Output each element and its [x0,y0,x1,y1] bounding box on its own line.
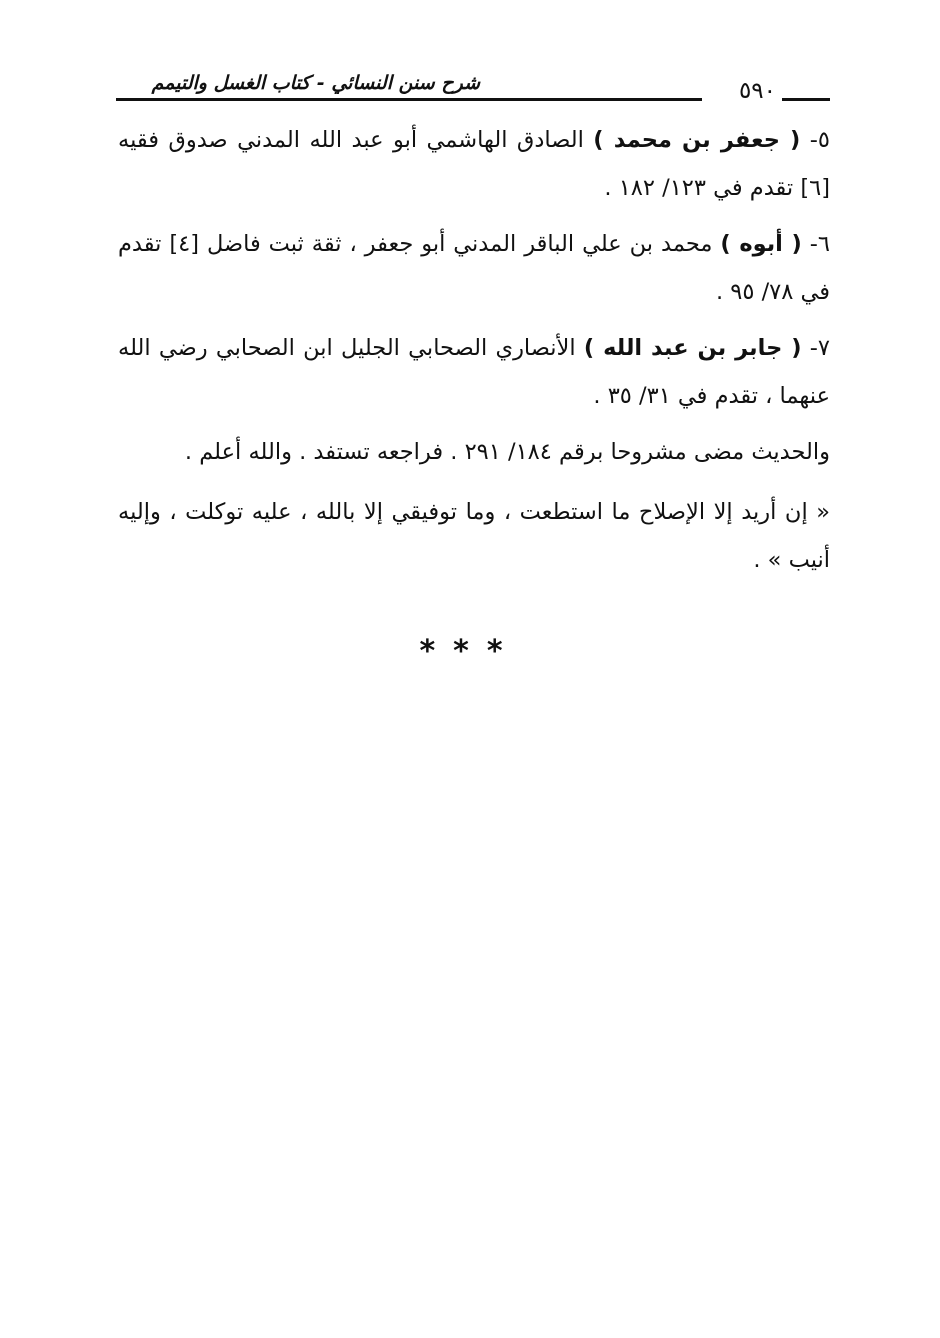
narrator-description: محمد بن علي الباقر المدني أبو جعفر ، ثقة ثبت فاضل [٤] تقدم في ٧٨/ ٩٥ . [118,231,830,305]
header-rule-short [782,98,830,101]
narrator-entry-6 [118,220,830,316]
narrator-name: ( أبوه ) [720,231,802,257]
narrator-name: ( جابر بن عبد الله ) [583,335,802,361]
narrator-entry-5 [118,116,830,212]
page-body [118,116,830,584]
narrator-description: الأنصاري الصحابي الجليل ابن الصحابي رضي الله عنهما ، تقدم في ٣١/ ٣٥ . [118,335,830,409]
running-title: شرح سنن النسائي - كتاب الغسل والتيمم [151,72,480,94]
closing-quote: « إن أريد إلا الإصلاح ما استطعت ، وما توفيقي إلا بالله ، عليه توكلت ، وإليه أنيب » . [118,499,830,573]
hadith-note: والحديث مضى مشروحا برقم ١٨٤/ ٢٩١ . فراجعه تستفد . والله أعلم . [184,439,830,465]
narrator-description: الصادق الهاشمي أبو عبد الله المدني صدوق فقيه [٦] تقدم في ١٢٣/ ١٨٢ . [118,127,830,201]
header-rule-long [116,98,702,101]
entry-number: ٦- [809,231,830,257]
narrator-name: ( جعفر بن محمد ) [593,127,801,153]
section-separator: *** [419,634,521,669]
narrator-entry-7 [118,324,830,420]
page-header [116,72,830,106]
entry-number: ٥- [809,127,830,153]
entry-number: ٧- [809,335,830,361]
page-number: ٥٩٠ [738,78,776,104]
